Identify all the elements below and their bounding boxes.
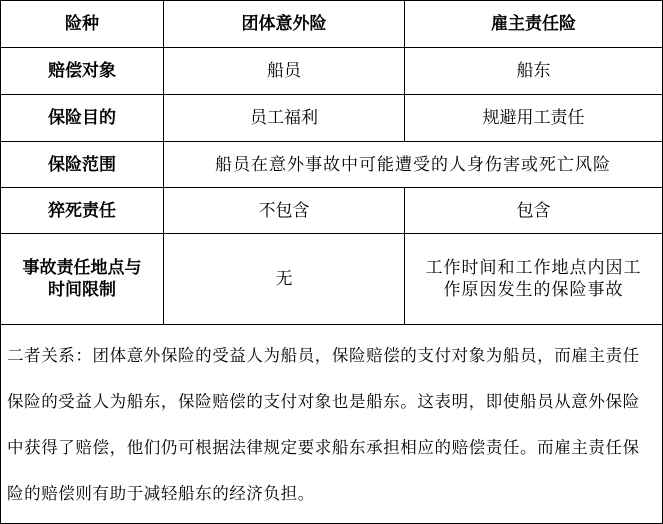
cell-employer-liability: 包含	[405, 188, 663, 234]
cell-group-accident: 员工福利	[164, 95, 405, 142]
cell-group-accident: 无	[164, 234, 405, 325]
header-insurance-type: 险种	[1, 1, 164, 48]
relationship-note	[1, 325, 663, 524]
row-label-line2: 时间限制	[48, 280, 116, 300]
table-row	[1, 234, 663, 325]
cell-employer-liability	[405, 234, 663, 325]
table-row	[1, 142, 663, 188]
cell-group-accident: 船员	[164, 48, 405, 95]
row-label-line1: 事故责任地点与	[22, 258, 142, 278]
table-row	[1, 48, 663, 95]
cell-line1: 工作时间和工作地点内因工	[425, 258, 642, 278]
table-row	[1, 188, 663, 234]
row-label-insurance-purpose: 保险目的	[1, 95, 164, 142]
cell-line2: 作原因发生的保险事故	[443, 280, 624, 300]
cell-group-accident: 不包含	[164, 188, 405, 234]
row-label-sudden-death: 猝死责任	[1, 188, 164, 234]
note-text: 团体意外保险的受益人为船员，保险赔偿的支付对象为船员，而雇主责任保险的受益人为船东，保险赔偿的支付对象也是船东。这表明，即使船员从意外保险中获得了赔偿，他们仍可根据法律规定要求船东承担相应的赔偿责任。而雇主责任保险的赔偿则有助于减轻船东的经济负担。	[7, 346, 640, 503]
header-employer-liability: 雇主责任险	[405, 1, 663, 48]
row-label-compensation-object: 赔偿对象	[1, 48, 164, 95]
row-label-location-time-limit	[1, 234, 164, 325]
cell-employer-liability: 船东	[405, 48, 663, 95]
note-row	[1, 325, 663, 524]
cell-insurance-scope-merged: 船员在意外事故中可能遭受的人身伤害或死亡风险	[164, 142, 663, 188]
header-row	[1, 1, 663, 48]
note-label: 二者关系：	[7, 346, 93, 365]
header-group-accident: 团体意外险	[164, 1, 405, 48]
table-row	[1, 95, 663, 142]
row-label-insurance-scope: 保险范围	[1, 142, 164, 188]
cell-employer-liability: 规避用工责任	[405, 95, 663, 142]
